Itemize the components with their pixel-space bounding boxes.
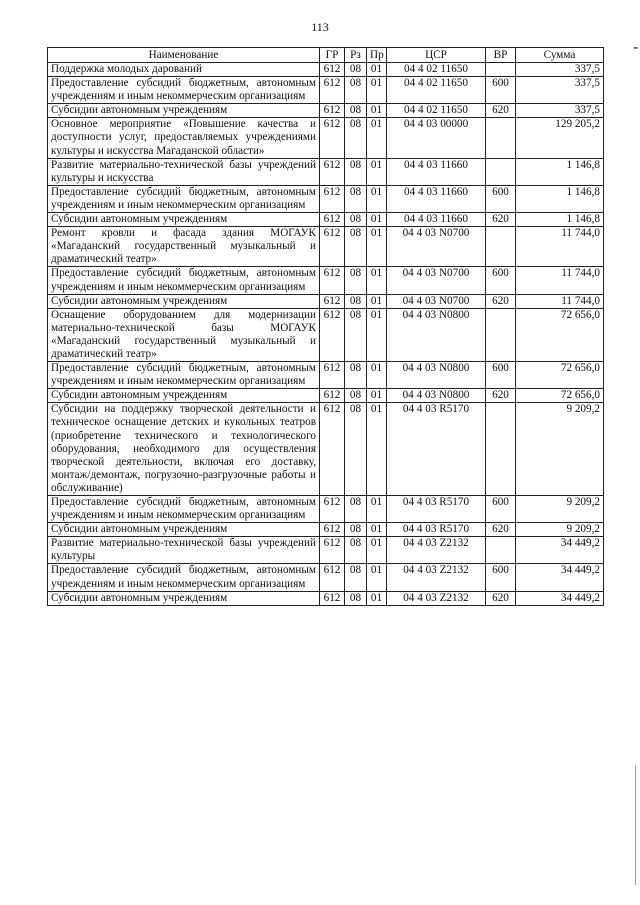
cell-csr: 04 4 03 11660 — [387, 158, 486, 185]
cell-rz: 08 — [345, 403, 367, 496]
cell-pr: 01 — [367, 118, 387, 158]
cell-sum: 72 656,0 — [516, 389, 604, 403]
cell-gr: 612 — [320, 564, 345, 591]
table-row — [48, 77, 604, 104]
edge-mark: - — [633, 40, 638, 55]
cell-pr: 01 — [367, 77, 387, 104]
cell-pr: 01 — [367, 294, 387, 308]
cell-csr: 04 4 03 R5170 — [387, 403, 486, 496]
cell-vr: 620 — [486, 213, 516, 227]
page-number: 113 — [311, 20, 329, 34]
cell-sum: 72 656,0 — [516, 362, 604, 389]
cell-pr: 01 — [367, 227, 387, 267]
cell-rz: 08 — [345, 523, 367, 537]
cell-name: Оснащение оборудованием для модернизации материально-технической базы МОГАУК «Магаданский государственный музыкальный и драматический театр» — [48, 308, 320, 361]
cell-rz: 08 — [345, 537, 367, 564]
cell-rz: 08 — [345, 227, 367, 267]
table-row — [48, 104, 604, 118]
cell-rz: 08 — [345, 158, 367, 185]
table-row — [48, 63, 604, 77]
cell-name: Предоставление субсидий бюджетным, автономным учреждениям и иным некоммерческим организациям — [48, 185, 320, 212]
cell-vr: 600 — [486, 496, 516, 523]
cell-gr: 612 — [320, 213, 345, 227]
cell-csr: 04 4 03 11660 — [387, 185, 486, 212]
cell-sum: 1 146,8 — [516, 158, 604, 185]
cell-name: Субсидии автономным учреждениям — [48, 213, 320, 227]
header-vr: ВР — [486, 48, 516, 63]
cell-name: Развитие материально-технической базы учреждений культуры и искусства — [48, 158, 320, 185]
cell-rz: 08 — [345, 213, 367, 227]
cell-csr: 04 4 03 Z2132 — [387, 591, 486, 605]
cell-sum: 11 744,0 — [516, 267, 604, 294]
table-row — [48, 564, 604, 591]
header-csr: ЦСР — [387, 48, 486, 63]
cell-name: Развитие материально-технической базы учреждений культуры — [48, 537, 320, 564]
cell-rz: 08 — [345, 389, 367, 403]
cell-name: Субсидии автономным учреждениям — [48, 591, 320, 605]
cell-rz: 08 — [345, 185, 367, 212]
cell-gr: 612 — [320, 403, 345, 496]
cell-vr: 600 — [486, 77, 516, 104]
cell-name: Предоставление субсидий бюджетным, автономным учреждениям и иным некоммерческим организациям — [48, 362, 320, 389]
cell-vr: 600 — [486, 185, 516, 212]
cell-vr — [486, 158, 516, 185]
cell-name: Субсидии автономным учреждениям — [48, 294, 320, 308]
header-gr: ГР — [320, 48, 345, 63]
cell-gr: 612 — [320, 267, 345, 294]
cell-name: Предоставление субсидий бюджетным, автономным учреждениям и иным некоммерческим организациям — [48, 496, 320, 523]
cell-vr — [486, 537, 516, 564]
cell-gr: 612 — [320, 227, 345, 267]
header-name: Наименование — [48, 48, 320, 63]
cell-vr — [486, 118, 516, 158]
cell-name: Субсидии автономным учреждениям — [48, 389, 320, 403]
cell-pr: 01 — [367, 104, 387, 118]
cell-rz: 08 — [345, 104, 367, 118]
table-row — [48, 185, 604, 212]
cell-vr: 600 — [486, 362, 516, 389]
cell-gr: 612 — [320, 158, 345, 185]
cell-pr: 01 — [367, 523, 387, 537]
cell-name: Субсидии автономным учреждениям — [48, 104, 320, 118]
cell-gr: 612 — [320, 362, 345, 389]
cell-name: Основное мероприятие «Повышение качества и доступности услуг, предоставляемых учреждениями культуры и искусства Магаданской области» — [48, 118, 320, 158]
cell-pr: 01 — [367, 389, 387, 403]
cell-rz: 08 — [345, 63, 367, 77]
cell-rz: 08 — [345, 294, 367, 308]
cell-sum: 72 656,0 — [516, 308, 604, 361]
cell-sum: 337,5 — [516, 63, 604, 77]
cell-pr: 01 — [367, 308, 387, 361]
cell-pr: 01 — [367, 158, 387, 185]
table-row — [48, 523, 604, 537]
cell-pr: 01 — [367, 213, 387, 227]
cell-csr: 04 4 03 N0800 — [387, 362, 486, 389]
cell-rz: 08 — [345, 496, 367, 523]
cell-sum: 9 209,2 — [516, 403, 604, 496]
cell-csr: 04 4 03 N0800 — [387, 308, 486, 361]
cell-rz: 08 — [345, 591, 367, 605]
cell-gr: 612 — [320, 118, 345, 158]
cell-vr: 620 — [486, 389, 516, 403]
cell-csr: 04 4 03 N0700 — [387, 267, 486, 294]
cell-name: Предоставление субсидий бюджетным, автономным учреждениям и иным некоммерческим организациям — [48, 267, 320, 294]
cell-sum: 11 744,0 — [516, 227, 604, 267]
cell-vr: 620 — [486, 591, 516, 605]
cell-sum: 9 209,2 — [516, 523, 604, 537]
table-row — [48, 591, 604, 605]
table-row — [48, 496, 604, 523]
cell-vr — [486, 403, 516, 496]
table-row — [48, 267, 604, 294]
cell-pr: 01 — [367, 185, 387, 212]
cell-vr — [486, 63, 516, 77]
cell-gr: 612 — [320, 591, 345, 605]
cell-csr: 04 4 03 11660 — [387, 213, 486, 227]
cell-vr: 620 — [486, 104, 516, 118]
cell-pr: 01 — [367, 591, 387, 605]
cell-pr: 01 — [367, 564, 387, 591]
cell-gr: 612 — [320, 63, 345, 77]
cell-csr: 04 4 03 00000 — [387, 118, 486, 158]
cell-name: Субсидии автономным учреждениям — [48, 523, 320, 537]
table-row — [48, 213, 604, 227]
cell-csr: 04 4 03 N0700 — [387, 227, 486, 267]
cell-gr: 612 — [320, 523, 345, 537]
table-header-row — [48, 48, 604, 63]
cell-sum: 337,5 — [516, 77, 604, 104]
table-row — [48, 537, 604, 564]
cell-pr: 01 — [367, 496, 387, 523]
cell-rz: 08 — [345, 118, 367, 158]
cell-rz: 08 — [345, 77, 367, 104]
cell-rz: 08 — [345, 308, 367, 361]
cell-csr: 04 4 03 R5170 — [387, 523, 486, 537]
cell-rz: 08 — [345, 564, 367, 591]
table-row — [48, 403, 604, 496]
cell-sum: 34 449,2 — [516, 591, 604, 605]
cell-sum: 1 146,8 — [516, 185, 604, 212]
table-row — [48, 158, 604, 185]
cell-csr: 04 4 03 N0700 — [387, 294, 486, 308]
cell-vr — [486, 308, 516, 361]
cell-gr: 612 — [320, 496, 345, 523]
cell-csr: 04 4 03 R5170 — [387, 496, 486, 523]
cell-name: Субсидии на поддержку творческой деятельности и техническое оснащение детских и кукольных театров (приобретение технического и технологического оборудования, необходимого для осуществления творческой деятельности, включая его доставку, монтаж/демонтаж, погрузочно-разгрузочные работы и обслуживание) — [48, 403, 320, 496]
cell-sum: 129 205,2 — [516, 118, 604, 158]
cell-gr: 612 — [320, 77, 345, 104]
cell-pr: 01 — [367, 403, 387, 496]
table-row — [48, 308, 604, 361]
cell-csr: 04 4 02 11650 — [387, 77, 486, 104]
table-row — [48, 362, 604, 389]
cell-gr: 612 — [320, 389, 345, 403]
cell-pr: 01 — [367, 63, 387, 77]
cell-vr: 600 — [486, 267, 516, 294]
cell-name: Предоставление субсидий бюджетным, автономным учреждениям и иным некоммерческим организациям — [48, 564, 320, 591]
header-pr: Пр — [367, 48, 387, 63]
cell-sum: 1 146,8 — [516, 213, 604, 227]
cell-rz: 08 — [345, 267, 367, 294]
cell-name: Поддержка молодых дарований — [48, 63, 320, 77]
edge-line — [635, 765, 636, 885]
cell-vr: 620 — [486, 523, 516, 537]
cell-csr: 04 4 02 11650 — [387, 63, 486, 77]
table-row — [48, 389, 604, 403]
table-row — [48, 227, 604, 267]
table-row — [48, 294, 604, 308]
cell-vr: 600 — [486, 564, 516, 591]
cell-gr: 612 — [320, 294, 345, 308]
budget-table — [47, 47, 604, 606]
cell-pr: 01 — [367, 537, 387, 564]
cell-name: Предоставление субсидий бюджетным, автономным учреждениям и иным некоммерческим организациям — [48, 77, 320, 104]
cell-pr: 01 — [367, 267, 387, 294]
cell-gr: 612 — [320, 537, 345, 564]
cell-gr: 612 — [320, 104, 345, 118]
cell-csr: 04 4 03 N0800 — [387, 389, 486, 403]
cell-sum: 34 449,2 — [516, 564, 604, 591]
cell-sum: 337,5 — [516, 104, 604, 118]
cell-csr: 04 4 02 11650 — [387, 104, 486, 118]
cell-sum: 34 449,2 — [516, 537, 604, 564]
header-rz: Рз — [345, 48, 367, 63]
cell-gr: 612 — [320, 308, 345, 361]
cell-vr: 620 — [486, 294, 516, 308]
table-row — [48, 118, 604, 158]
cell-sum: 11 744,0 — [516, 294, 604, 308]
cell-pr: 01 — [367, 362, 387, 389]
cell-rz: 08 — [345, 362, 367, 389]
header-sum: Сумма — [516, 48, 604, 63]
cell-name: Ремонт кровли и фасада здания МОГАУК «Магаданский государственный музыкальный и драматический театр» — [48, 227, 320, 267]
cell-csr: 04 4 03 Z2132 — [387, 537, 486, 564]
cell-csr: 04 4 03 Z2132 — [387, 564, 486, 591]
cell-gr: 612 — [320, 185, 345, 212]
cell-vr — [486, 227, 516, 267]
cell-sum: 9 209,2 — [516, 496, 604, 523]
